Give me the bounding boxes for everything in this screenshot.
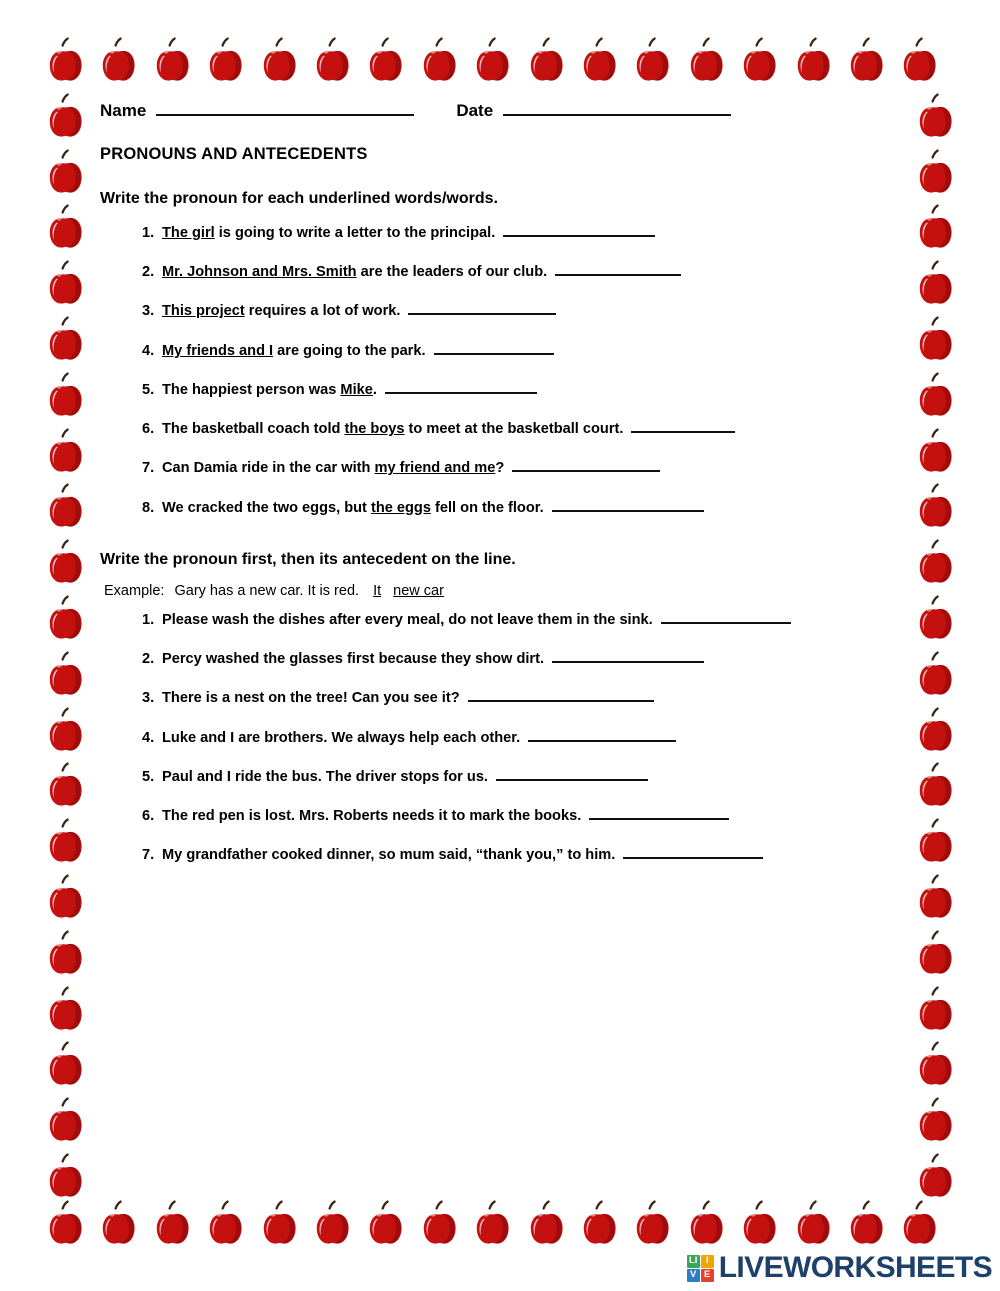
apple-left-13 [38,761,86,809]
apple-top-13 [732,36,780,84]
example-label: Example: [104,582,165,599]
question-text: My friends and I are going to the park. [162,342,426,359]
section-1-question-item [100,499,890,517]
apple-bottom-15 [839,1199,887,1247]
section-2-question-list [100,611,890,865]
liveworksheets-wordmark: LIVEWORKSHEETS [718,1251,992,1284]
liveworksheets-badge-icon [686,1254,715,1283]
apple-right-2 [908,148,956,196]
apple-right-5 [908,315,956,363]
badge-letter-l: LI [687,1255,700,1268]
answer-blank[interactable] [552,650,704,663]
answer-blank[interactable] [589,807,729,820]
apple-bottom-7 [412,1199,460,1247]
underlined-antecedent: my friend and me [374,460,496,477]
apple-top-14 [786,36,834,84]
apple-bottom-10 [572,1199,620,1247]
date-label: Date [456,101,494,120]
apple-bottom-14 [786,1199,834,1247]
underlined-antecedent: This project [162,303,245,320]
question-text: This project requires a lot of work. [162,303,401,320]
apple-top-12 [679,36,727,84]
apple-left-2 [38,148,86,196]
apple-bottom-0 [38,1199,86,1247]
question-number: 4. [142,342,155,359]
apple-right-15 [908,873,956,921]
apple-right-12 [908,706,956,754]
question-text: Can Damia ride in the car with my friend and me? [162,460,505,477]
question-text: The red pen is lost. Mrs. Roberts needs it to mark the books. [162,808,582,825]
question-text: The basketball coach told the boys to meet at the basketball court. [162,421,624,438]
section-2-heading: Write the pronoun first, then its antecedent on the line. [100,550,516,568]
apple-top-15 [839,36,887,84]
example-answer-antecedent: new car [393,582,444,599]
apple-left-6 [38,371,86,419]
example-answer [373,583,444,599]
section-1-heading: Write the pronoun for each underlined words/words. [100,190,498,207]
section-2-question-item [100,611,890,629]
answer-blank[interactable] [434,342,554,355]
apple-right-1 [908,92,956,140]
underlined-antecedent: the boys [344,421,405,438]
question-number: 4. [142,729,155,746]
apple-bottom-11 [625,1199,673,1247]
apple-right-14 [908,817,956,865]
underlined-antecedent: Mr. Johnson and Mrs. Smith [162,264,357,281]
section-1-question-item [100,459,890,477]
section-1-question-item [100,420,890,438]
section-1-question-list [100,224,890,517]
apple-right-20 [908,1152,956,1200]
apple-top-9 [519,36,567,84]
apple-left-17 [38,985,86,1033]
question-number: 8. [142,499,155,516]
question-number: 3. [142,690,155,707]
apple-bottom-8 [465,1199,513,1247]
apple-left-15 [38,873,86,921]
apple-right-17 [908,985,956,1033]
question-number: 5. [142,381,155,398]
badge-letter-e: E [701,1269,714,1282]
apple-right-3 [908,203,956,251]
apple-left-4 [38,259,86,307]
question-text: The happiest person was Mike. [162,381,377,398]
apple-right-6 [908,371,956,419]
apple-left-19 [38,1096,86,1144]
badge-letter-v: V [687,1269,700,1282]
apple-top-8 [465,36,513,84]
apple-right-13 [908,761,956,809]
apple-left-16 [38,929,86,977]
question-text: There is a nest on the tree! Can you see it? [162,690,460,707]
apple-bottom-16 [892,1199,940,1247]
apple-bottom-3 [198,1199,246,1247]
apple-top-5 [305,36,353,84]
apple-left-12 [38,706,86,754]
underlined-antecedent: The girl [162,225,215,241]
question-text: Paul and I ride the bus. The driver stops for us. [162,768,488,785]
section-1-question-item [100,224,890,242]
apple-bottom-6 [358,1199,406,1247]
apple-right-4 [908,259,956,307]
apple-bottom-12 [679,1199,727,1247]
apple-bottom-4 [252,1199,300,1247]
badge-letter-i: I [701,1255,714,1268]
apple-left-20 [38,1152,86,1200]
date-input-line[interactable] [503,100,731,116]
apple-right-16 [908,929,956,977]
section-1-question-item [100,263,890,281]
answer-blank[interactable] [631,420,735,433]
question-text: Mr. Johnson and Mrs. Smith are the leaders of our club. [162,264,548,281]
question-text: Percy washed the glasses first because they show dirt. [162,651,545,668]
apple-right-18 [908,1040,956,1088]
apple-right-11 [908,650,956,698]
name-input-line[interactable] [156,100,414,116]
underlined-antecedent: My friends and I [162,342,274,359]
section-1-question-item [100,302,890,320]
question-number: 6. [142,808,155,825]
example-line [104,583,890,599]
section-2-question-item [100,689,890,707]
apple-right-10 [908,594,956,642]
answer-blank[interactable] [503,224,655,237]
apple-right-7 [908,427,956,475]
apple-left-18 [38,1040,86,1088]
section-2-question-item [100,807,890,825]
question-text: We cracked the two eggs, but the eggs fell on the floor. [162,499,544,516]
apple-top-1 [91,36,139,84]
worksheet-content [100,100,890,886]
apple-bottom-2 [145,1199,193,1247]
answer-blank[interactable] [408,302,556,315]
question-number: 2. [142,651,155,668]
apple-left-11 [38,650,86,698]
section-2-question-item [100,768,890,786]
question-text: Please wash the dishes after every meal, do not leave them in the sink. [162,611,653,628]
answer-blank[interactable] [512,459,660,472]
question-text: Luke and I are brothers. We always help each other. [162,729,521,746]
apple-top-0 [38,36,86,84]
name-label: Name [100,101,147,120]
page-title: PRONOUNS AND ANTECEDENTS [100,145,368,163]
apple-top-4 [252,36,300,84]
apple-left-14 [38,817,86,865]
question-number: 2. [142,264,155,281]
apple-bottom-5 [305,1199,353,1247]
apple-top-3 [198,36,246,84]
underlined-antecedent: the eggs [370,499,431,516]
question-number: 7. [142,847,155,864]
apple-top-2 [145,36,193,84]
question-number: 1. [142,611,155,628]
section-2-question-item [100,846,890,864]
answer-blank[interactable] [623,846,763,859]
apple-left-8 [38,482,86,530]
underlined-antecedent: Mike [340,381,373,398]
name-date-row [100,100,890,121]
answer-blank[interactable] [661,611,791,624]
answer-blank[interactable] [555,263,681,276]
answer-blank[interactable] [385,381,537,394]
apple-top-6 [358,36,406,84]
answer-blank[interactable] [468,689,654,702]
question-number: 3. [142,303,155,320]
apple-top-11 [625,36,673,84]
section-1-question-item [100,342,890,360]
question-text: My grandfather cooked dinner, so mum said, “thank you,” to him. [162,847,616,864]
section-2-question-item [100,729,890,747]
apple-top-16 [892,36,940,84]
apple-right-8 [908,482,956,530]
apple-bottom-13 [732,1199,780,1247]
question-number: 1. [142,225,155,241]
apple-right-19 [908,1096,956,1144]
question-number: 7. [142,460,155,477]
question-text: The girl is going to write a letter to the principal. [162,225,496,241]
apple-right-9 [908,538,956,586]
answer-blank[interactable] [496,768,648,781]
example-sentence: Gary has a new car. It is red. [174,582,360,599]
liveworksheets-logo [686,1251,992,1285]
apple-left-7 [38,427,86,475]
apple-left-1 [38,92,86,140]
apple-left-9 [38,538,86,586]
question-number: 5. [142,768,155,785]
apple-left-3 [38,203,86,251]
apple-left-5 [38,315,86,363]
apple-top-7 [412,36,460,84]
section-2-question-item [100,650,890,668]
example-answer-pronoun: It [373,582,382,599]
answer-blank[interactable] [552,499,704,512]
question-number: 6. [142,421,155,438]
apple-left-10 [38,594,86,642]
apple-top-10 [572,36,620,84]
apple-bottom-1 [91,1199,139,1247]
apple-bottom-9 [519,1199,567,1247]
section-1-question-item [100,381,890,399]
answer-blank[interactable] [528,729,676,742]
